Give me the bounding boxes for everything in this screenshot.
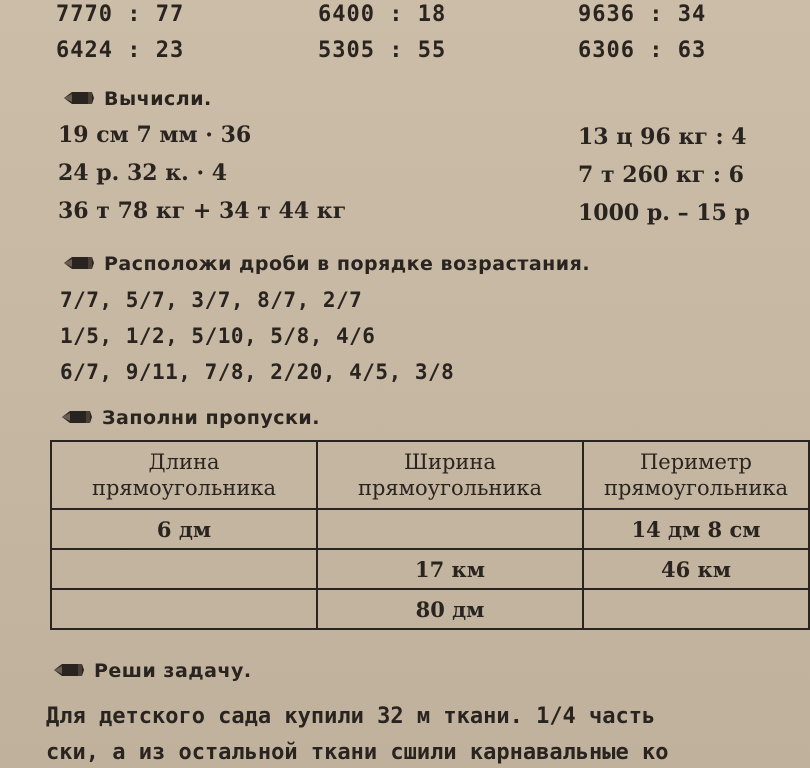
table-row	[51, 589, 809, 629]
pencil-icon	[60, 408, 94, 426]
column-header	[583, 441, 809, 509]
section-heading	[60, 407, 320, 429]
table-cell: 14 дм 8 см	[583, 509, 809, 549]
table-cell: 6 дм	[51, 509, 317, 549]
table-row	[51, 509, 809, 549]
division-expr: 5305 : 55	[318, 38, 447, 63]
table-cell	[51, 589, 317, 629]
table-cell: 46 км	[583, 549, 809, 589]
table-cell	[51, 549, 317, 589]
fraction-list: 1/5, 1/2, 5/10, 5/8, 4/6	[60, 324, 376, 348]
task-text-line: ски, а из остальной ткани сшили карнавальные ко	[46, 740, 669, 765]
division-expr: 6424 : 23	[56, 38, 185, 63]
expression: 24 р. 32 к. · 4	[58, 160, 228, 186]
column-header	[317, 441, 583, 509]
pencil-icon	[62, 254, 96, 272]
pencil-icon	[62, 89, 96, 107]
section-heading	[62, 253, 590, 275]
fraction-list: 6/7, 9/11, 7/8, 2/20, 4/5, 3/8	[60, 360, 455, 384]
fraction-list: 7/7, 5/7, 3/7, 8/7, 2/7	[60, 288, 363, 312]
section-heading-text: Реши задачу.	[94, 660, 252, 682]
header-line: Ширина	[404, 450, 496, 474]
fill-in-table	[50, 440, 810, 630]
task-text-line: Для детского сада купили 32 м ткани. 1/4 часть	[46, 704, 656, 729]
division-expr: 6400 : 18	[318, 2, 447, 27]
header-line: Периметр	[639, 450, 752, 474]
column-header	[51, 441, 317, 509]
header-line: прямоугольника	[357, 476, 543, 500]
division-expr: 7770 : 77	[56, 2, 185, 27]
division-expr: 6306 : 63	[578, 38, 707, 63]
expression: 13 ц 96 кг : 4	[578, 124, 747, 150]
section-heading	[62, 88, 212, 110]
table-cell: 80 дм	[317, 589, 583, 629]
section-heading	[52, 660, 252, 682]
header-line: Длина	[148, 450, 220, 474]
expression: 19 см 7 мм · 36	[58, 122, 252, 148]
header-line: прямоугольника	[91, 476, 277, 500]
table-cell	[583, 589, 809, 629]
table-header-row	[51, 441, 809, 509]
table-row	[51, 549, 809, 589]
division-expr: 9636 : 34	[578, 2, 707, 27]
table-cell: 17 км	[317, 549, 583, 589]
table-cell	[317, 509, 583, 549]
header-line: прямоугольника	[603, 476, 789, 500]
expression: 7 т 260 кг : 6	[578, 162, 744, 188]
expression: 1000 р. – 15 р	[578, 200, 750, 226]
section-heading-text: Заполни пропуски.	[102, 407, 320, 429]
pencil-icon	[52, 661, 86, 679]
section-heading-text: Вычисли.	[104, 88, 212, 110]
section-heading-text: Расположи дроби в порядке возрастания.	[104, 253, 591, 275]
expression: 36 т 78 кг + 34 т 44 кг	[58, 198, 347, 224]
